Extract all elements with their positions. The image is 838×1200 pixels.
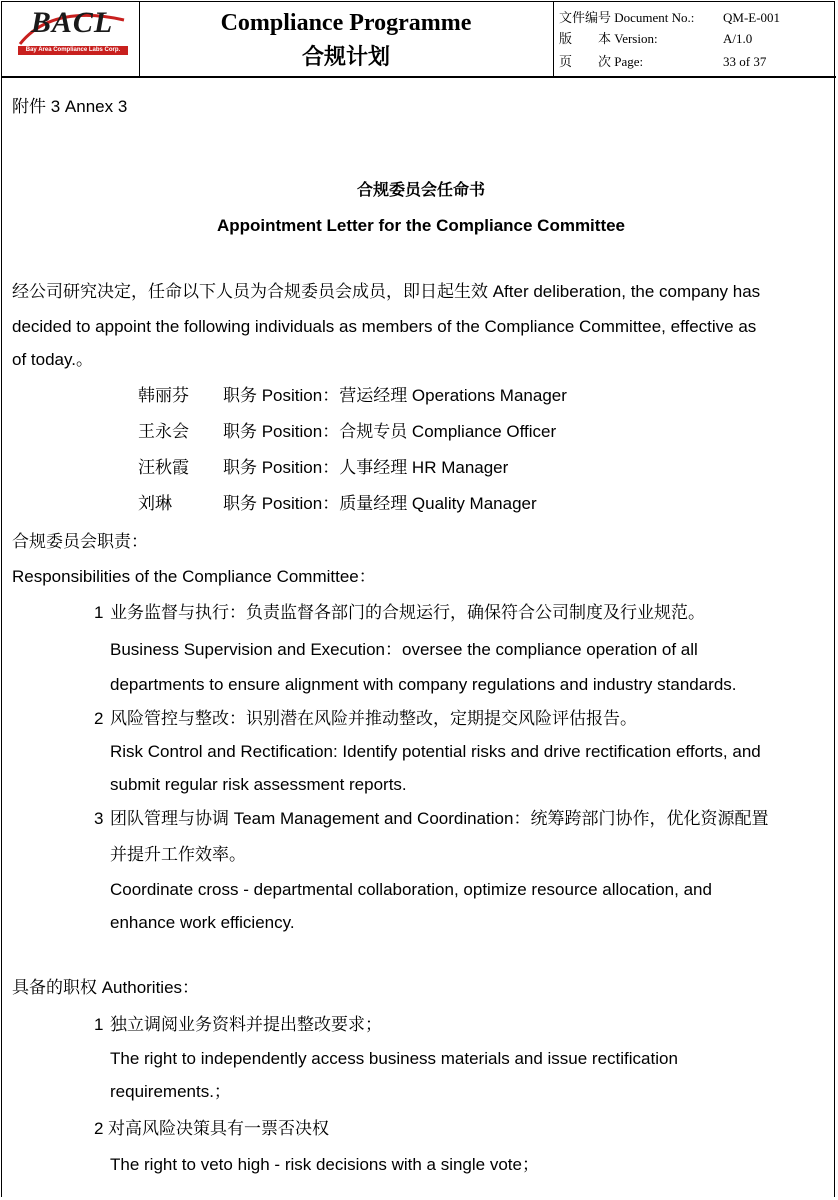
version-value: A/1.0 xyxy=(723,31,753,46)
list-number: 1 xyxy=(94,603,104,622)
intro-line: decided to appoint the following individuals as members of the Compliance Committee, effective as xyxy=(12,317,757,336)
list-number: 2 xyxy=(94,1119,104,1138)
list-item-text: requirements.； xyxy=(110,1082,231,1101)
list-item-text: 对高风险决策具有一票否决权 xyxy=(108,1119,329,1138)
intro-line: 经公司研究决定，任命以下人员为合规委员会成员，即日起生效 After deliberation, the company has xyxy=(12,282,761,301)
list-number: 1 xyxy=(94,1015,104,1034)
member-name: 韩丽芬 xyxy=(138,386,189,405)
document-title-cn: 合规计划 xyxy=(301,45,390,70)
list-item-text: departments to ensure alignment with company regulations and industry standards. xyxy=(110,675,737,694)
member-position: 职务 Position：营运经理 Operations Manager xyxy=(223,386,567,405)
member-position: 职务 Position：质量经理 Quality Manager xyxy=(223,494,537,513)
member-name: 刘琳 xyxy=(138,494,172,513)
logo xyxy=(2,2,140,76)
list-number: 2 xyxy=(94,709,104,728)
member-name: 汪秋霞 xyxy=(138,458,189,477)
list-item-text: The right to veto high - risk decisions with a single vote； xyxy=(110,1155,539,1174)
letter-title-cn: 合规委员会任命书 xyxy=(356,182,485,199)
annex-label: 附件 3 Annex 3 xyxy=(12,97,128,116)
list-item-text: submit regular risk assessment reports. xyxy=(110,775,407,794)
list-item-text: 并提升工作效率。 xyxy=(110,845,246,864)
page-value: 33 of 37 xyxy=(723,54,767,69)
logo-text: BACL xyxy=(30,6,114,39)
authorities-heading: 具备的职权 Authorities： xyxy=(12,978,200,997)
list-item-text: Risk Control and Rectification: Identify potential risks and drive rectification efforts, and xyxy=(110,742,761,761)
intro-line: of today.。 xyxy=(12,350,93,369)
member-position: 职务 Position：人事经理 HR Manager xyxy=(223,458,509,477)
title-block xyxy=(139,2,554,76)
list-item-text: 独立调阅业务资料并提出整改要求； xyxy=(110,1015,382,1034)
list-item-text: Business Supervision and Execution：oversee the compliance operation of all xyxy=(110,640,698,659)
logo-subtext: Bay Area Compliance Labs Corp. xyxy=(18,46,128,55)
list-item-text: Coordinate cross - departmental collaboration, optimize resource allocation, and xyxy=(110,880,712,899)
list-item-text: The right to independently access business materials and issue rectification xyxy=(110,1049,678,1068)
responsibilities-heading-cn: 合规委员会职责： xyxy=(12,532,148,551)
page-label: 页 次 Page: xyxy=(559,54,644,69)
document-header xyxy=(2,2,836,78)
list-number: 3 xyxy=(94,809,104,828)
list-item-text: 团队管理与协调 Team Management and Coordination：统筹跨部门协作，优化资源配置 xyxy=(110,809,769,828)
list-item-text: 业务监督与执行：负责监督各部门的合规运行，确保符合公司制度及行业规范。 xyxy=(110,603,705,622)
document-title-en: Compliance Programme xyxy=(220,10,472,36)
document-page xyxy=(1,1,835,1197)
letter-title-en: Appointment Letter for the Compliance Committee xyxy=(216,216,626,235)
version-label: 版 本 Version: xyxy=(559,31,658,46)
document-meta xyxy=(553,2,836,76)
doc-no-label: 文件编号 Document No.: xyxy=(559,10,695,25)
doc-no-value: QM-E-001 xyxy=(723,10,781,25)
member-position: 职务 Position：合规专员 Compliance Officer xyxy=(223,422,557,441)
responsibilities-heading-en: Responsibilities of the Compliance Committee： xyxy=(12,567,376,586)
member-name: 王永会 xyxy=(138,422,189,441)
list-item-text: 风险管控与整改：识别潜在风险并推动整改，定期提交风险评估报告。 xyxy=(110,709,637,728)
list-item-text: enhance work efficiency. xyxy=(110,913,295,932)
